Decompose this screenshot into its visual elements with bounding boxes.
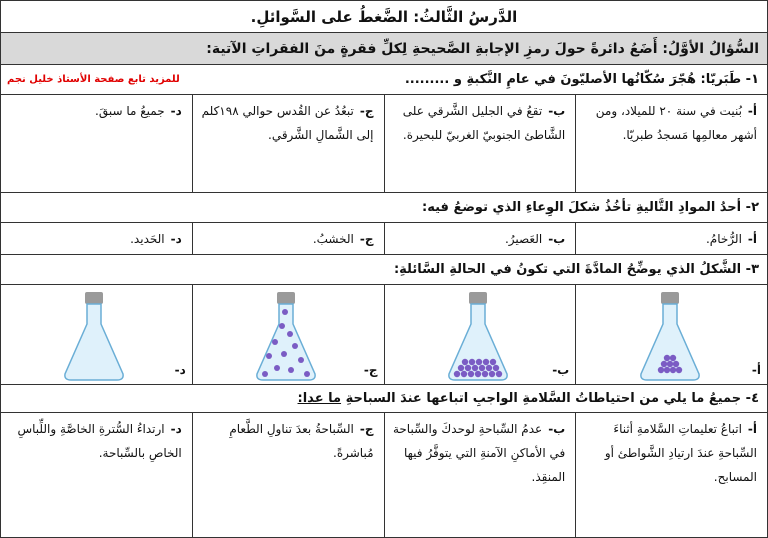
q4-stem-emphasis: ما عدا: [297,391,342,406]
flask-liquid-icon [443,290,513,382]
q3-stem: ٣- الشَّكلُ الذي يوضِّحُ المادَّةَ التي تكونُ في الحالةِ السَّائلةِ: [393,262,759,277]
lesson-title: الدَّرسُ الثَّالثُ: الضَّغطُ على السَّوائلِ. [1,1,767,33]
q1-option-c[interactable]: ج-تبعُدُ عن القُدس حوالي ١٩٨كلم إلى الشَّمالِ الشَّرقي. [192,95,384,192]
q4-stem: ٤- جميعُ ما يلي من احتياطاتُ السَّلامةِ الواجبِ اتباعها عندَ السباحةِ [345,391,759,406]
q4-option-b[interactable]: ب-عدمُ السِّباحةِ لوحدكَ والسِّباحة في الأماكنِ الآمنةِ التي يتوفَّرُ فيها المنقِذ. [384,413,576,537]
flask-empty-icon [59,290,129,382]
q4-stem-row [1,385,767,413]
q3-options [1,285,767,385]
q1-stem-row [1,65,767,95]
q2-option-c[interactable]: ج-الخشبُ. [192,223,384,254]
q1-options [1,95,767,193]
q1-option-a[interactable]: أ-بُنيت في سنة ٢٠ للميلاد، ومن أشهر معالمِها مَسجدُ طبريّا. [575,95,767,192]
q3-stem-row [1,255,767,285]
q1-stem: ١- طَبَريّا: هُجّرَ سُكّانُها الأصليّونَ في عامِ النَّكبةِ و ......... [404,72,759,87]
q3-option-b[interactable]: ب- [384,285,576,384]
credit-note[interactable]: للمزيد تابع صفحة الأستاذ خليل نجم [7,74,180,85]
q4-option-c[interactable]: ج-السِّباحةُ بعدَ تناولِ الطَّعامِ مُباشرةً. [192,413,384,537]
q2-option-d[interactable]: د-الحَديد. [130,232,182,246]
q1-option-b[interactable]: ب-تقعُ في الجليل الشَّرقي على الشَّاطئ الجنوبيّ الغربيّ للبحيرة. [384,95,576,192]
q1-option-d[interactable]: د-جميعُ ما سبقَ. [95,104,182,118]
q4-options [1,413,767,537]
q4-option-d[interactable]: د-ارتداءُ السُّترةِ الخاصَّةِ واللِّباسِ الخاصِ بالسِّباحة. [17,422,182,460]
q4-option-a[interactable]: أ-اتباعُ تعليماتِ السَّلامةِ أثناءَ السِّباحةِ عندَ ارتيادِ الشَّواطئ أو المسابح. [575,413,767,537]
flask-gas-icon [251,290,321,382]
q2-stem-row [1,193,767,223]
q2-stem: ٢- أحدُ الموادِ التَّاليةِ تأخُذُ شكلَ الوِعاءِ الذي توضعُ فيه: [422,200,759,215]
q3-option-c[interactable]: ج- [192,285,384,384]
flask-solid-icon [635,290,705,382]
q3-option-d[interactable]: د- [1,285,192,384]
q2-option-a[interactable]: أ-الرُّخامُ. [575,223,767,254]
q2-options [1,223,767,255]
question-instruction: السُّؤالُ الأوَّلُ: أَضَعُ دائرةً حولَ رمزِ الإجابةِ الصَّحيحةِ لِكلِّ فقرةٍ منَ الفقراتِ الآتية: [1,33,767,65]
q2-option-b[interactable]: ب-العَصيرُ. [384,223,576,254]
q3-option-a[interactable]: أ- [575,285,767,384]
